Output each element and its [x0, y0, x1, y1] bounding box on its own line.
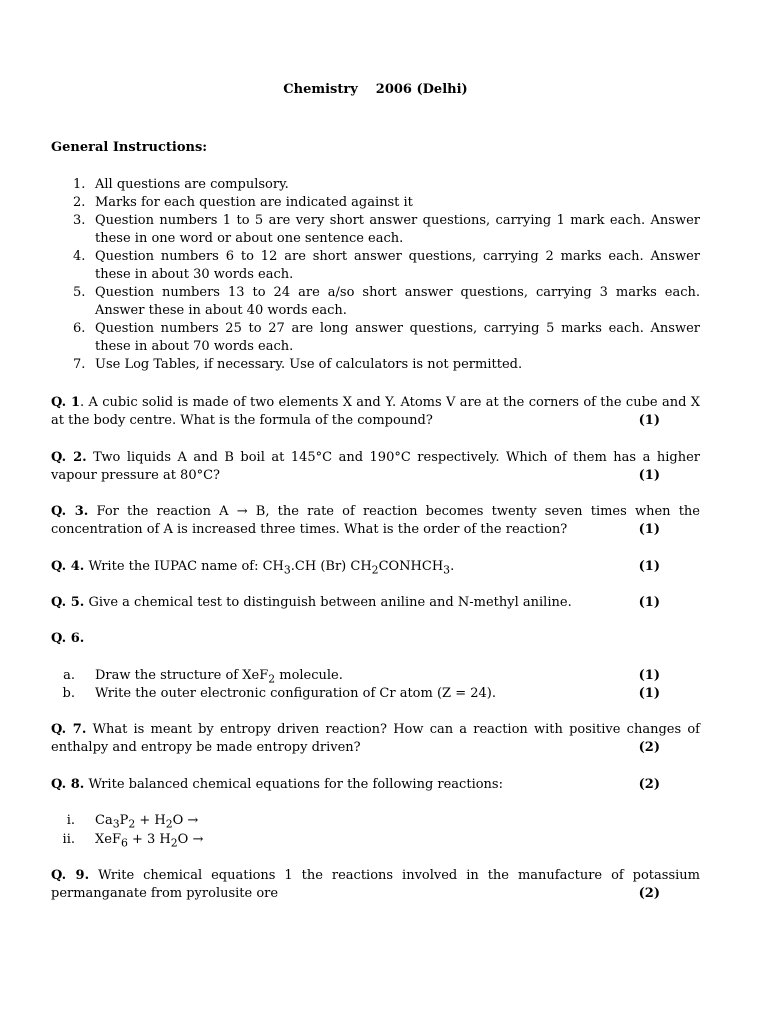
item-text: Marks for each question are indicated against it [95, 195, 413, 210]
sub-label: i. [66, 813, 75, 828]
subscript: 6 [120, 836, 128, 850]
question-5 [51, 594, 700, 612]
formula-part: O → [177, 832, 204, 847]
question-marks: (1) [638, 559, 660, 574]
formula-part: XeF [95, 832, 121, 847]
item-number: 3. [73, 213, 86, 228]
formula-part: + 3 H [127, 832, 171, 847]
sub-label: ii. [62, 832, 75, 847]
item-number: 2. [73, 195, 86, 210]
formula-part: + H [135, 813, 166, 828]
formula-part: Ca [95, 813, 113, 828]
question-text: For the reaction A → B, the rate of reaction becomes twenty seven times when the concentration of A is increased three times. What is the order of the reaction? [51, 504, 700, 537]
question-text: .CH (Br) CH [290, 559, 372, 574]
question-8 [51, 776, 700, 794]
question-label: Q. 4. [51, 559, 85, 574]
title-year: 2006 (Delhi) [375, 82, 468, 97]
sub-text: molecule. [275, 668, 343, 683]
sub-label: a. [63, 668, 75, 683]
question-label: Q. 9. [51, 868, 90, 883]
question-text: What is meant by entropy driven reaction? How can a reaction with positive changes of enthalpy and entropy be made entropy driven? [51, 722, 700, 755]
question-text: Write balanced chemical equations for the following reactions: [84, 777, 503, 792]
question-2 [51, 449, 700, 485]
subscript: 3 [112, 817, 120, 831]
question-label: Q. 1 [51, 395, 80, 410]
sub-label: b. [62, 686, 75, 701]
item-text: Use Log Tables, if necessary. Use of calculators is not permitted. [95, 357, 523, 372]
question-marks: (1) [638, 668, 660, 683]
question-4 [51, 558, 700, 580]
question-marks: (2) [638, 886, 660, 901]
formula-part: O → [172, 813, 199, 828]
question-label: Q. 6. [51, 631, 85, 646]
question-label: Q. 8. [51, 777, 85, 792]
sub-text: Write the outer electronic configuration of Cr atom (Z = 24). [95, 686, 496, 701]
question-label: Q. 5. [51, 595, 85, 610]
question-marks: (1) [638, 595, 660, 610]
list-item [51, 320, 700, 356]
question-7 [51, 721, 700, 757]
question-3 [51, 503, 700, 539]
list-item [51, 356, 700, 374]
formula-part: P [119, 813, 129, 828]
instructions-list [51, 176, 700, 374]
question-marks: (2) [638, 740, 660, 755]
list-item [51, 176, 700, 194]
subscript: 2 [170, 836, 178, 850]
question-9 [51, 867, 700, 903]
item-text: Question numbers 25 to 27 are long answer questions, carrying 5 marks each. Answer these in about 70 words each. [95, 321, 700, 354]
question-label: Q. 3. [51, 504, 89, 519]
question-label: Q. 7. [51, 722, 87, 737]
item-text: Question numbers 13 to 24 are a/so short answer questions, carrying 3 marks each. Answer these in about 40 words each. [95, 285, 700, 318]
subscript: 2 [128, 817, 136, 831]
question-text: Write chemical equations 1 the reactions involved in the manufacture of potassium permanganate from pyrolusite ore [51, 868, 700, 901]
question-6 [51, 630, 700, 648]
item-number: 5. [73, 285, 86, 300]
question-text: CONHCH [378, 559, 444, 574]
question-text: . A cubic solid is made of two elements X and Y. Atoms V are at the corners of the cube and X at the body centre. What is the formula of the compound? [51, 395, 700, 428]
question-text: Write the IUPAC name of: CH [84, 559, 284, 574]
subscript: 3 [283, 563, 291, 577]
item-number: 7. [73, 357, 86, 372]
question-marks: (1) [638, 468, 660, 483]
list-item [51, 194, 700, 212]
list-item [51, 212, 700, 248]
general-instructions-heading: General Instructions: [51, 140, 208, 155]
subscript: 2 [268, 672, 276, 686]
item-text: Question numbers 1 to 5 are very short answer questions, carrying 1 mark each. Answer these in one word or about one sentence each. [95, 213, 700, 246]
item-number: 1. [73, 177, 86, 192]
item-number: 6. [73, 321, 86, 336]
subscript: 2 [371, 563, 379, 577]
question-marks: (1) [638, 686, 660, 701]
question-text: Give a chemical test to distinguish between aniline and N-methyl aniline. [84, 595, 572, 610]
page-title [51, 81, 700, 99]
question-marks: (1) [638, 522, 660, 537]
item-text: All questions are compulsory. [95, 177, 289, 192]
question-marks: (2) [638, 777, 660, 792]
item-text: Question numbers 6 to 12 are short answer questions, carrying 2 marks each. Answer these in about 30 words each. [95, 249, 700, 282]
question-text: . [450, 559, 455, 574]
question-text: Two liquids A and B boil at 145°C and 190°C respectively. Which of them has a higher vapour pressure at 80°C? [51, 450, 700, 483]
subscript: 3 [443, 563, 451, 577]
list-item [51, 284, 700, 320]
question-marks: (1) [638, 413, 660, 428]
sub-text: Draw the structure of XeF [95, 668, 269, 683]
question-1 [51, 394, 700, 430]
question-label: Q. 2. [51, 450, 87, 465]
item-number: 4. [73, 249, 86, 264]
title-subject: Chemistry [283, 82, 358, 97]
list-item [51, 248, 700, 284]
subscript: 2 [165, 817, 173, 831]
